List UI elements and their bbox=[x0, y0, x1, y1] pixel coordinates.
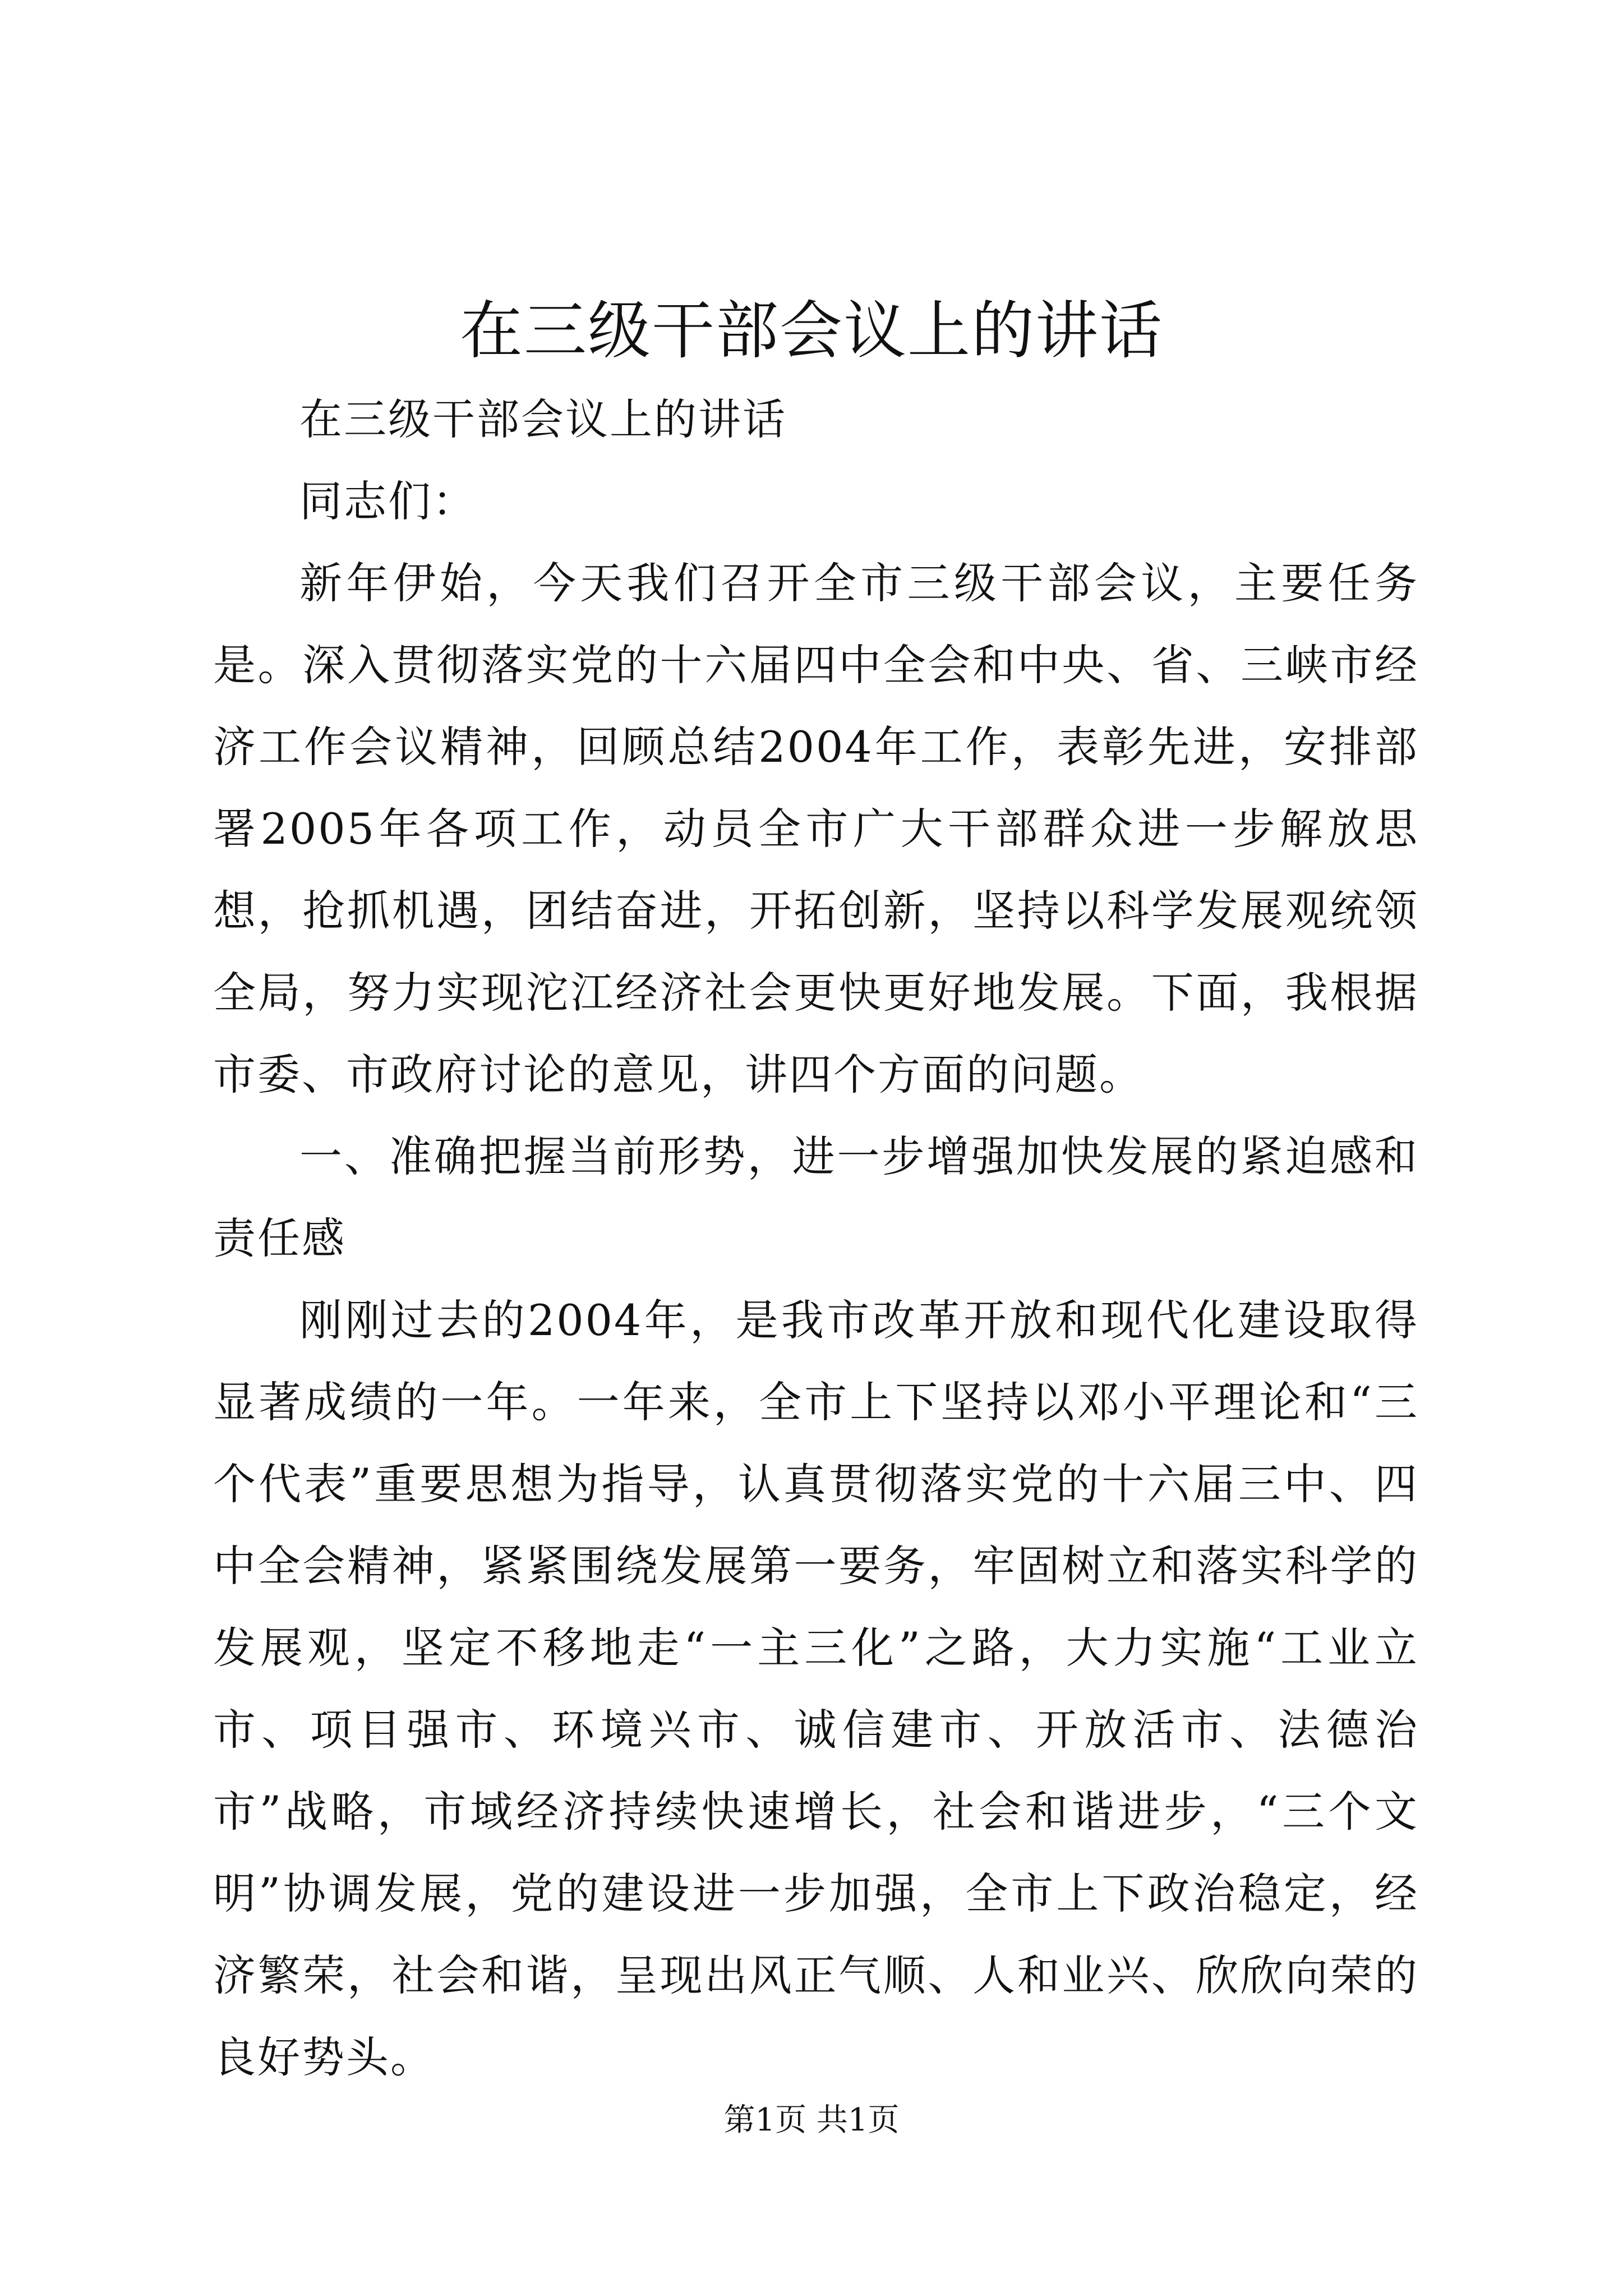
document-title: 在三级干部会议上的讲话 bbox=[460, 295, 1163, 367]
paragraph-salutation: 同志们： bbox=[299, 476, 477, 526]
paragraph-intro: 新年伊始，今天我们召开全市三级干部会议，主要任务是。深入贯彻落实党的十六届四中全会和中央、省、三峡市经济工作会议精神，回顾总结2004年工作，表彰先进，安排部署2005年各项工作，动员全市广大干部群众进一步解放思想，抢抓机遇，团结奋进，开拓创新，坚持以科学发展观统领全局，努力实现沱江经济社会更快更好地发展。下面，我根据市委、市政府讨论的意见，讲四个方面的问题。 bbox=[213, 558, 1419, 1099]
paragraph-section-heading: 一、准确把握当前形势，进一步增强加快发展的紧迫感和责任感 bbox=[213, 1131, 1419, 1263]
document-body bbox=[213, 379, 1419, 2099]
paragraph-subtitle: 在三级干部会议上的讲话 bbox=[299, 394, 787, 444]
paragraph-review: 刚刚过去的2004年，是我市改革开放和现代化建设取得显著成绩的一年。一年来，全市上下坚持以邓小平理论和“三个代表”重要思想为指导，认真贯彻落实党的十六届三中、四中全会精神，紧紧围绕发展第一要务，牢固树立和落实科学的发展观，坚定不移地走“一主三化”之路，大力实施“工业立市、项目强市、环境兴市、诚信建市、开放活市、法德治市”战略，市域经济持续快速增长，社会和谐进步，“三个文明”协调发展，党的建设进一步加强，全市上下政治稳定，经济繁荣，社会和谐，呈现出风正气顺、人和业兴、欣欣向荣的良好势头。 bbox=[213, 1295, 1419, 2082]
page-footer: 第1页 共1页 bbox=[723, 2102, 900, 2138]
